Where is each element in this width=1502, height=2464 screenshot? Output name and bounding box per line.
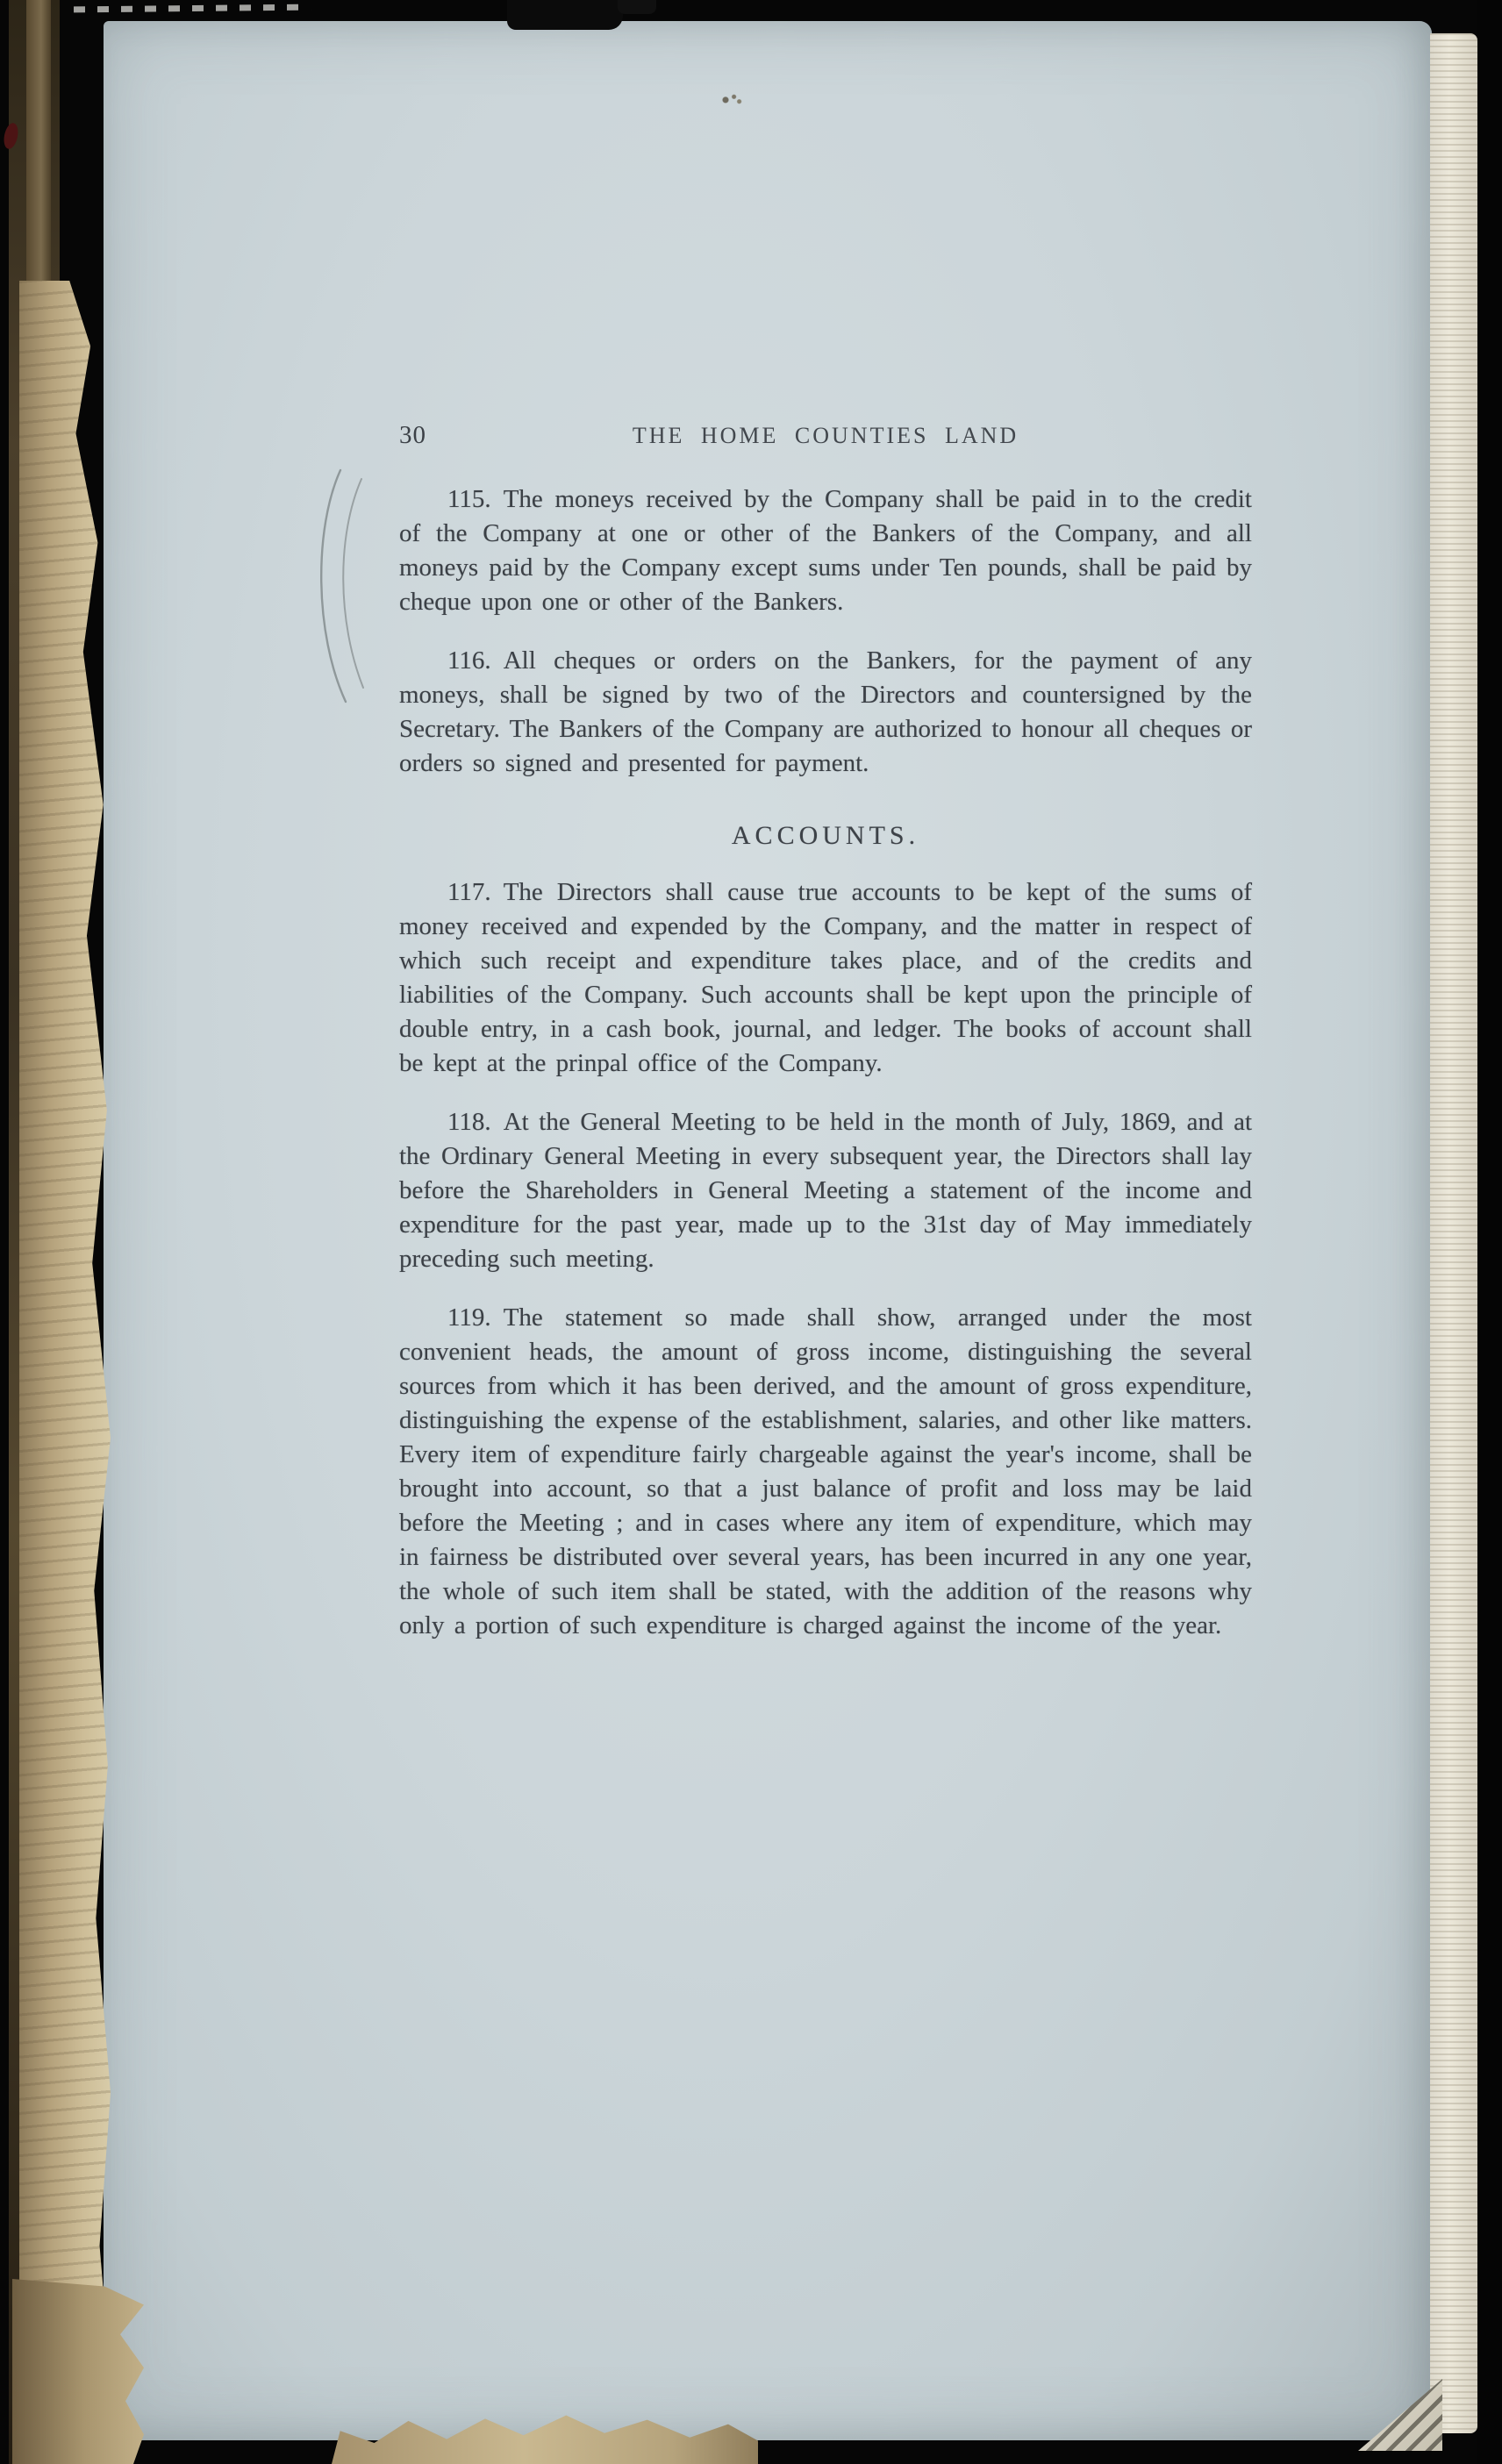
binding-stitch-marks: [74, 4, 311, 13]
running-header: THE HOME COUNTIES LAND: [632, 423, 1019, 448]
binding-edge-sliver: [26, 0, 51, 298]
printed-text-column: [399, 418, 1252, 1643]
paragraph-text: The statement so made shall show, arranged under the most convenient heads, the amount of gross income, distinguishing the several sources from which it has been derived, and the amount of gross expenditure, distinguishing the expense of the establishment, salaries, and other like matters. Every item of expenditure fairly chargeable against the year's income, shall be brought into account, so that a just balance of profit and loss may be laid before the Meeting ; and in cases where any item of expenditure, which may in fairness be distributed over several years, has been incurred in any one year, the whole of such item shall be stated, with the addition of the reasons why only a portion of such expenditure is charged against the income of the year.: [399, 1303, 1252, 1639]
paragraph-117: [399, 875, 1252, 1081]
page-fore-edge-stack: [1430, 33, 1477, 2433]
tattered-corner-bottom-left: [12, 2279, 144, 2464]
paragraph-115: [399, 482, 1252, 619]
paragraph-118: [399, 1105, 1252, 1276]
paragraph-text: All cheques or orders on the Bankers, for the payment of any moneys, shall be signed by two of the Directors and countersigned by the Secretary. The Bankers of the Company are authorized to honour all cheques or orders so signed and presented for payment.: [399, 646, 1252, 777]
paragraph-text: At the General Meeting to be held in the month of July, 1869, and at the Ordinary General Meeting in every subsequent year, the Directors shall lay before the Shareholders in General Meeting a statement of the income and expenditure for the past year, made up to the 31st day of May immediately preceding such meeting.: [399, 1108, 1252, 1273]
paragraph-number: 117.: [447, 878, 491, 906]
tattered-paper-edge: [19, 281, 111, 2464]
section-heading-accounts: ACCOUNTS.: [731, 821, 920, 850]
paragraph-119: [399, 1301, 1252, 1643]
paragraph-number: 119.: [447, 1303, 491, 1332]
paragraph-text: The Directors shall cause true accounts to be kept of the sums of money received and expended by the Company, and the matter in respect of which such receipt and expenditure takes place, and of the credits and liabilities of the Company. Such accounts shall be kept upon the principle of double entry, in a cash book, journal, and ledger. The books of account shall be kept at the prinpal office of the Company.: [399, 878, 1252, 1077]
paragraph-number: 115.: [447, 485, 491, 513]
paragraph-text: The moneys received by the Company shall be paid in to the credit of the Company at one or other of the Bankers of the Company, and all moneys paid by the Company except sums under Ten pounds, shall be paid by cheque upon one or other of the Bankers.: [399, 485, 1252, 616]
paragraph-number: 116.: [447, 646, 491, 675]
paragraph-116: [399, 644, 1252, 781]
scan-shadow-top: [507, 0, 623, 30]
page-number: 30: [399, 421, 426, 449]
margin-pencil-mark: [307, 467, 383, 709]
paragraph-number: 118.: [447, 1108, 491, 1136]
page-header: [399, 418, 1252, 454]
paper-speck-stain: [718, 91, 744, 107]
scan-shadow-top-small: [618, 0, 656, 14]
scan-background-right: [1477, 0, 1502, 2464]
